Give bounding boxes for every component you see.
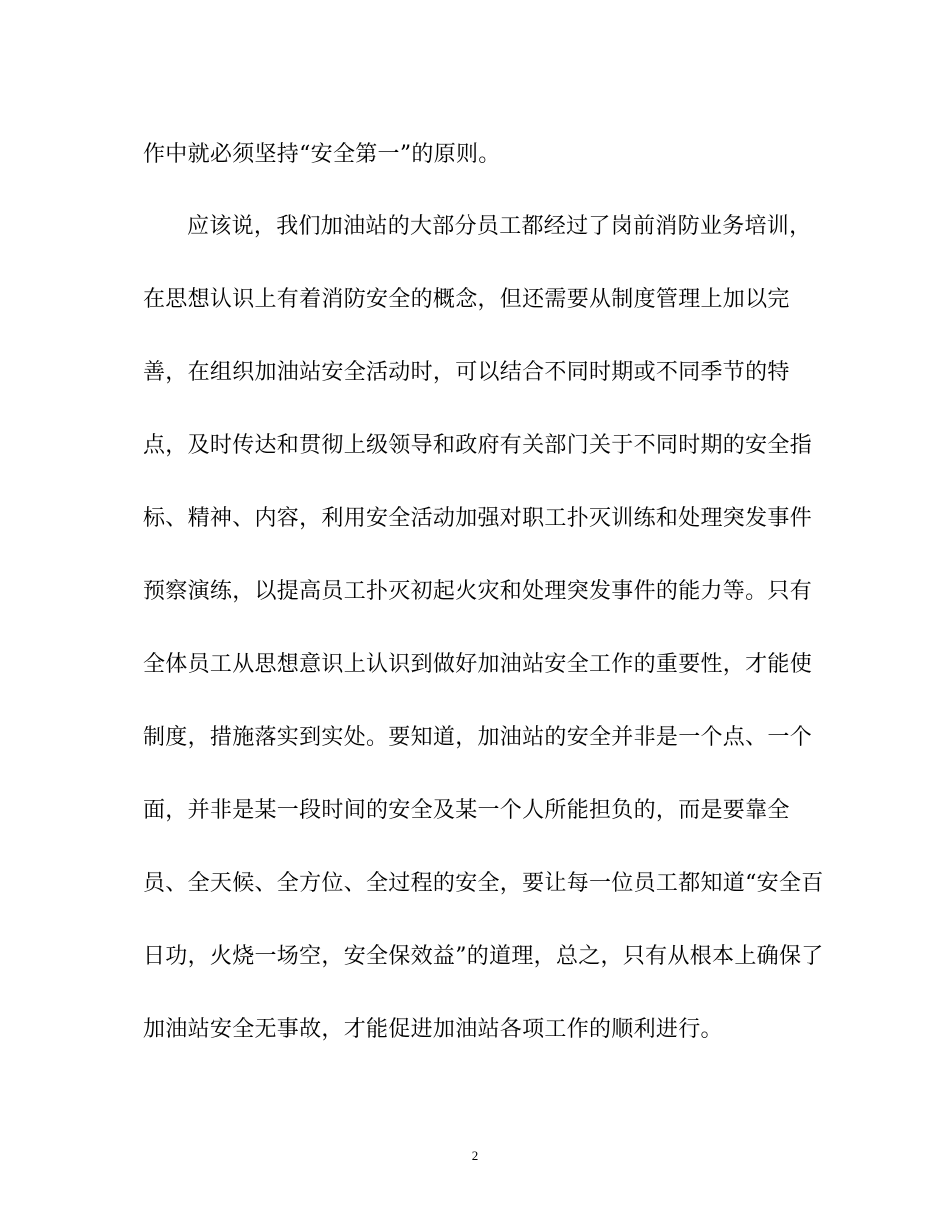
text-line: 全体员工从思想意识上认识到做好加油站安全工作的重要性，才能使 [143,652,813,677]
text-line: 在思想认识上有着消防安全的概念，但还需要从制度管理上加以完 [143,287,790,312]
text-line: 点，及时传达和贯彻上级领导和政府有关部门关于不同时期的安全指 [143,433,813,458]
text-line: 面，并非是某一段时间的安全及某一个人所能担负的，而是要靠全 [143,798,790,823]
text-line: 员、全天候、全方位、全过程的安全，要让每一位员工都知道“安全百 [143,871,824,896]
text-line: 作中就必须坚持“安全第一”的原则。 [143,142,501,167]
text-line: 预察演练，以提高员工扑灭初起火灾和处理突发事件的能力等。只有 [143,579,813,604]
text-line: 加油站安全无事故，才能促进加油站各项工作的顺利进行。 [143,1017,723,1042]
text-line: 标、精神、内容，利用安全活动加强对职工扑灭训练和处理突发事件 [143,506,813,531]
paragraph-first-line: 应该说，我们加油站的大部分员工都经过了岗前消防业务培训， [187,214,812,239]
text-line: 制度，措施落实到实处。要知道，加油站的安全并非是一个点、一个 [143,725,813,750]
text-line: 善，在组织加油站安全活动时，可以结合不同时期或不同季节的特 [143,360,790,385]
text-line: 日功，火烧一场空，安全保效益”的道理，总之，只有从根本上确保了 [143,944,824,969]
page-number: 2 [471,1148,479,1163]
